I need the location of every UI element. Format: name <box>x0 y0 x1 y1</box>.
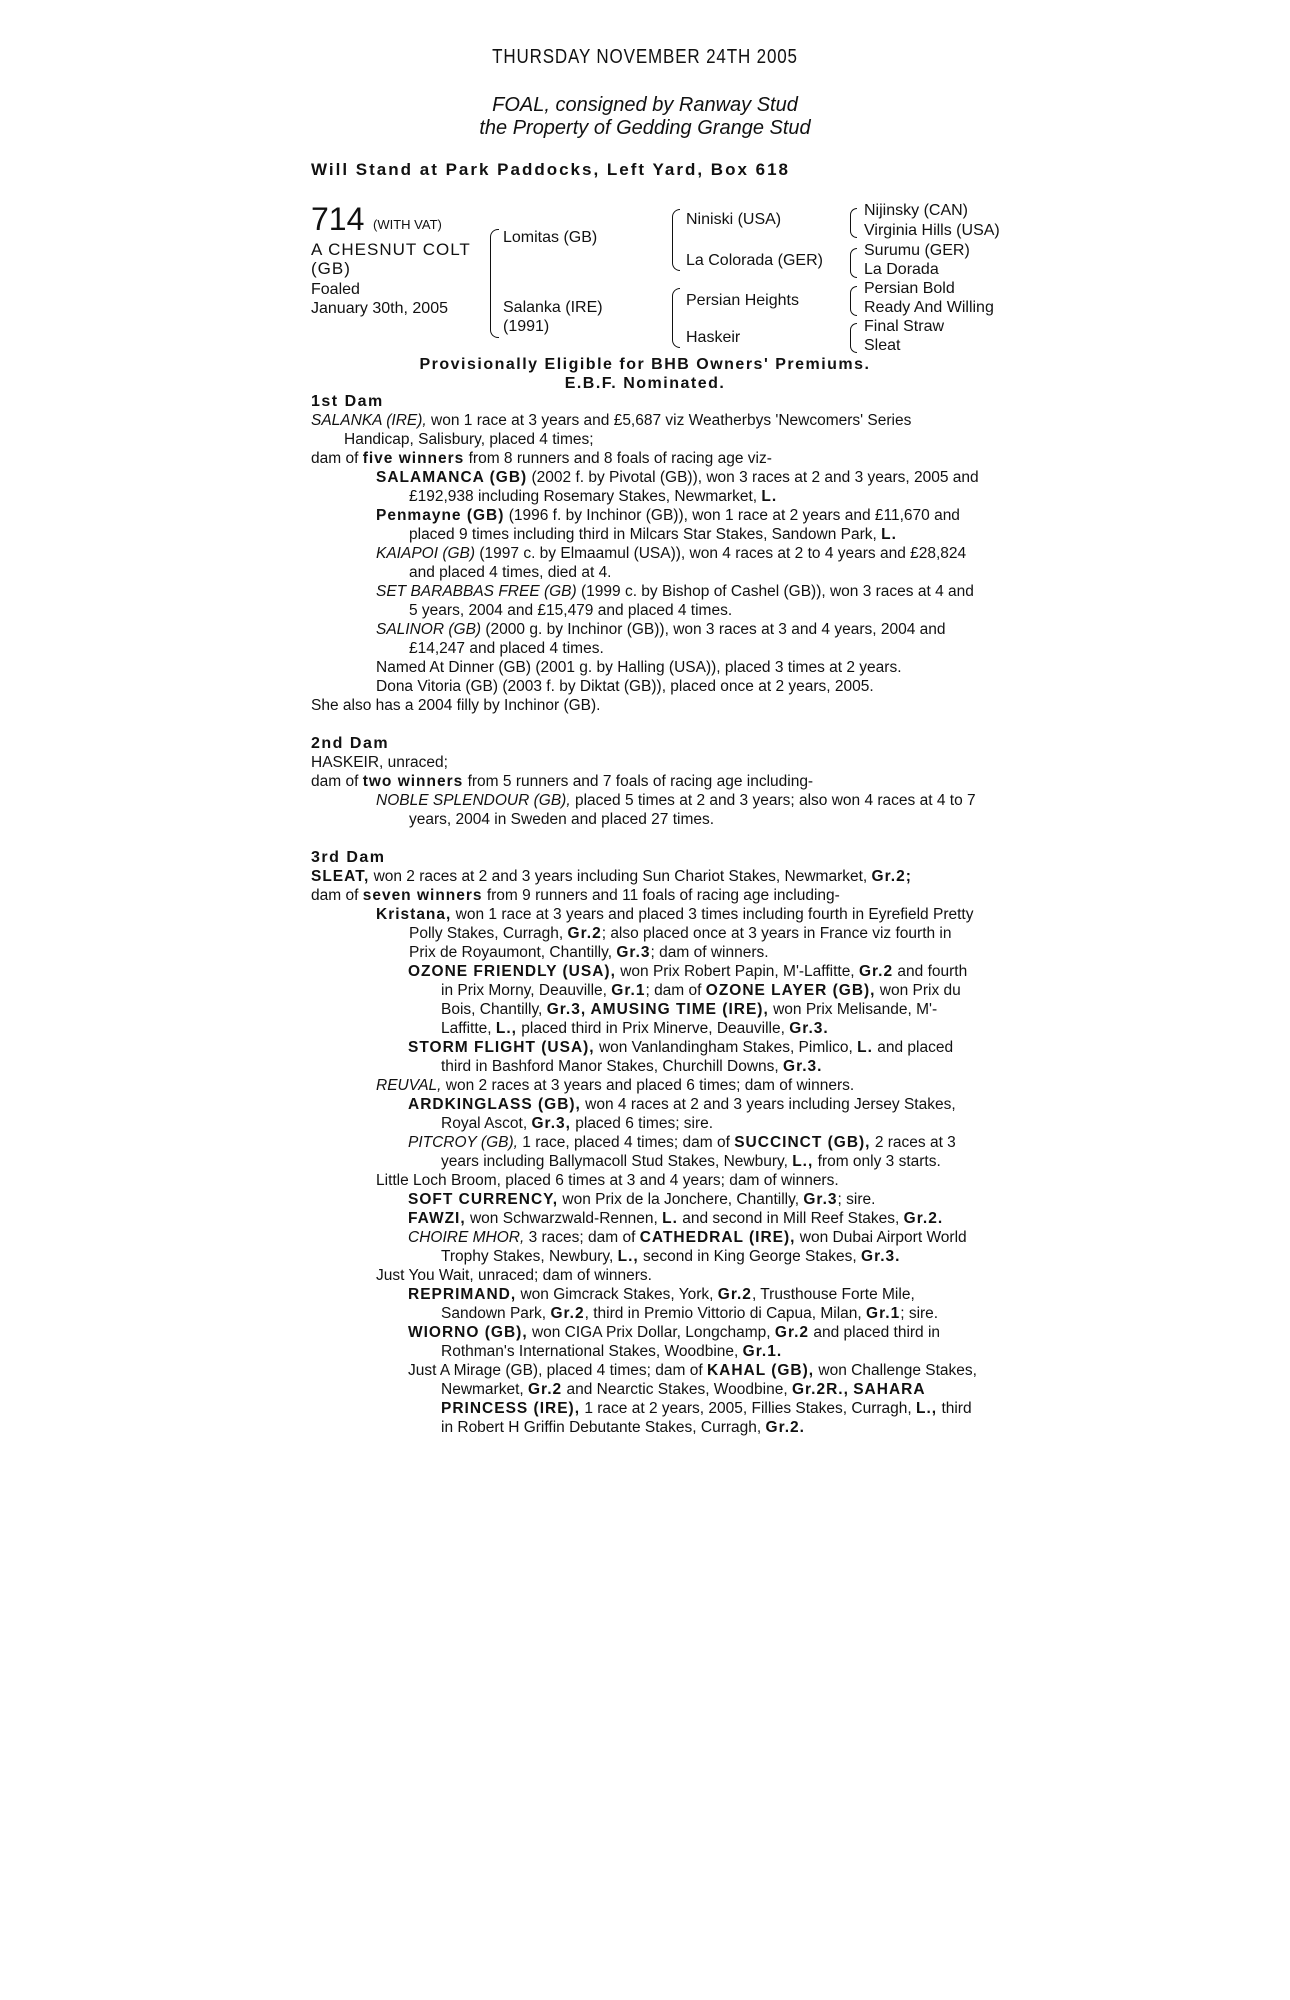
dam1-dam-of: dam of <box>311 450 359 467</box>
progeny-name: KAIAPOI (GB) <box>376 545 476 562</box>
kristana-entry <box>311 905 981 962</box>
progeny-text: won 1 race at 3 years and placed 3 times including fourth in Eyrefield Pretty Polly Stakes, Curragh, <box>409 906 974 942</box>
dam1-record <box>311 411 981 449</box>
progeny-name: AMUSING TIME (IRE), <box>590 1001 769 1018</box>
progeny-name: SALINOR (GB) <box>376 621 482 638</box>
progeny-text: ; also placed once at 3 years in France viz fourth in Prix de Royaumont, Chantilly, <box>409 925 952 961</box>
progeny-text: and second in Mill Reef Stakes, <box>682 1210 900 1227</box>
progeny-text: won Challenge Stakes, Newmarket, <box>441 1362 977 1398</box>
progeny-grade: L. <box>662 1210 678 1227</box>
pedigree-notes <box>311 392 981 1437</box>
progeny-grade: Gr.3, <box>531 1115 571 1132</box>
progeny-text: and placed third in Bashford Manor Stakes, Churchill Downs, <box>441 1039 954 1075</box>
pedigree-sire: Lomitas (GB) <box>503 229 598 246</box>
dam2-runners: from 5 runners and 7 foals of racing age including- <box>467 773 814 790</box>
progeny-text: Just A Mirage (GB), placed 4 times; dam of <box>408 1362 703 1379</box>
progeny-grade: Gr.3. <box>861 1248 901 1265</box>
progeny-grade: Gr.2 <box>858 963 894 980</box>
pedigree-brace-3 <box>672 288 680 348</box>
dam3-heading: 3rd Dam <box>311 849 386 866</box>
pedigree-dam-sire: Persian Heights <box>686 292 799 309</box>
progeny-grade: Gr.2. <box>765 1419 805 1436</box>
progeny-text: ; sire. <box>900 1305 939 1322</box>
foaled-value: January 30th, 2005 <box>311 300 448 317</box>
dam1-heading: 1st Dam <box>311 393 384 410</box>
progeny-text: placed 5 times at 2 and 3 years; also won 4 races at 4 to 7 years, 2004 in Sweden and placed 27 times. <box>409 792 976 828</box>
dam1-name: SALANKA (IRE), <box>311 412 427 429</box>
just-a-mirage-entry <box>311 1361 981 1437</box>
progeny-name: KAHAL (GB), <box>706 1362 815 1379</box>
property-line: the Property of Gedding Grange Stud <box>479 117 811 139</box>
progeny-text: 1 race at 2 years, 2005, Fillies Stakes, Curragh, <box>584 1400 912 1417</box>
progeny-grade: Gr.3 <box>803 1191 838 1208</box>
progeny-text: placed 6 times; sire. <box>575 1115 714 1132</box>
wiorno-entry <box>311 1323 981 1361</box>
just-you-wait-entry: Just You Wait, unraced; dam of winners. <box>376 1267 652 1284</box>
progeny-text: 1 race, placed 4 times; dam of <box>522 1134 730 1151</box>
progeny-text: and placed third in Rothman's International Stakes, Woodbine, <box>441 1324 941 1360</box>
reprimand-entry <box>311 1285 981 1323</box>
soft-currency-entry <box>311 1190 981 1209</box>
progeny-text: (1997 c. by Elmaamul (USA)), won 4 races at 2 to 4 years and £28,824 and placed 4 times, died at 4. <box>409 545 967 581</box>
progeny-text: 2 races at 3 years including Ballymacoll Stud Stakes, Newbury, <box>441 1134 956 1170</box>
pedigree-dam-dam: Haskeir <box>686 329 741 346</box>
progeny-name: REPRIMAND, <box>408 1286 517 1303</box>
dam3-won: won 2 races at 2 and 3 years including Sun Chariot Stakes, Newmarket, <box>373 868 868 885</box>
progeny-name: SUCCINCT (GB), <box>734 1134 871 1151</box>
progeny-text: won Vanlandingham Stakes, Pimlico, <box>598 1039 853 1056</box>
progeny-name: FAWZI, <box>408 1210 466 1227</box>
progeny-text: , third in Premio Vittorio di Capua, Milan, <box>584 1305 862 1322</box>
progeny-grade: Gr.2. <box>903 1210 944 1227</box>
pedigree-sds: Surumu (GER) <box>864 242 970 259</box>
progeny-name: SET BARABBAS FREE (GB) <box>376 583 577 600</box>
dam2-record: HASKEIR, unraced; <box>311 754 448 771</box>
progeny-text: won CIGA Prix Dollar, Longchamp, <box>531 1324 771 1341</box>
storm-flight-entry <box>311 1038 981 1076</box>
progeny-name: REUVAL, <box>376 1077 442 1094</box>
progeny-name: SAHARA PRINCESS (IRE), <box>441 1381 925 1417</box>
progeny-grade: L. <box>761 488 778 505</box>
horse-desc-line1: A CHESNUT COLT <box>311 240 471 259</box>
pedigree-ssd: Virginia Hills (USA) <box>864 222 1000 239</box>
progeny-name: SALAMANCA (GB) <box>376 469 528 486</box>
pedigree-brace-5 <box>850 248 857 278</box>
pedigree-sire-dam: La Colorada (GER) <box>686 252 823 269</box>
dam2-progeny-1 <box>311 791 981 829</box>
dam1-progeny-3 <box>311 544 981 582</box>
dam2-heading: 2nd Dam <box>311 735 390 752</box>
dam3-produce-summary <box>311 886 981 905</box>
dam1-progeny-6: Named At Dinner (GB) (2001 g. by Halling (USA)), placed 3 times at 2 years. <box>376 659 902 676</box>
pedigree-ddd: Sleat <box>864 337 901 354</box>
ardkinglass-entry <box>311 1095 981 1133</box>
progeny-text: won Prix Robert Papin, M'-Laffitte, <box>620 963 855 980</box>
progeny-name: Penmayne (GB) <box>376 507 505 524</box>
progeny-text: second in King George Stakes, <box>643 1248 857 1265</box>
pedigree-brace-7 <box>850 323 857 353</box>
sale-date: THURSDAY NOVEMBER 24TH 2005 <box>492 46 798 68</box>
horse-desc-line2: (GB) <box>311 259 351 278</box>
dam1-also: She also has a 2004 filly by Inchinor (GB). <box>311 697 601 714</box>
choire-mhor-entry <box>311 1228 981 1266</box>
progeny-name: SOFT CURRENCY, <box>408 1191 559 1208</box>
progeny-text: third in Robert H Griffin Debutante Stakes, Curragh, <box>441 1400 972 1436</box>
progeny-grade: L., <box>792 1153 814 1170</box>
progeny-grade: L., <box>916 1400 938 1417</box>
pedigree-brace-2 <box>672 209 680 271</box>
progeny-grade: Gr.2R., <box>791 1381 849 1398</box>
progeny-grade: Gr.2 <box>567 925 602 942</box>
foaled-label: Foaled <box>311 281 360 298</box>
lot-vat: (WITH VAT) <box>373 217 442 232</box>
dam1-progeny-1 <box>311 468 981 506</box>
progeny-text: won Gimcrack Stakes, York, <box>520 1286 714 1303</box>
progeny-text: (2002 f. by Pivotal (GB)), won 3 races at 2 and 3 years, 2005 and £192,938 including Rosemary Stakes, Newmarket, <box>409 469 979 505</box>
dam3-name: SLEAT, <box>311 868 370 885</box>
progeny-name: PITCROY (GB), <box>408 1134 518 1151</box>
dam3-runners: from 9 runners and 11 foals of racing age including- <box>486 887 840 904</box>
progeny-text: ; dam of <box>645 982 702 999</box>
dam2-winners: two winners <box>362 773 464 790</box>
ozone-friendly-entry <box>311 962 981 1038</box>
fawzi-entry <box>311 1209 981 1228</box>
progeny-name: NOBLE SPLENDOUR (GB), <box>376 792 571 809</box>
dam1-progeny-5 <box>311 620 981 658</box>
progeny-name: STORM FLIGHT (USA), <box>408 1039 595 1056</box>
progeny-text: placed third in Prix Minerve, Deauville, <box>521 1020 785 1037</box>
progeny-text: won Prix du Bois, Chantilly, <box>441 982 961 1018</box>
progeny-text: 3 races; dam of <box>528 1229 636 1246</box>
progeny-text: won 4 races at 2 and 3 years including Jersey Stakes, Royal Ascot, <box>441 1096 956 1132</box>
progeny-text: and Nearctic Stakes, Woodbine, <box>566 1381 788 1398</box>
dam3-dam-of: dam of <box>311 887 359 904</box>
spacer <box>311 829 981 848</box>
progeny-name: CATHEDRAL (IRE), <box>639 1229 796 1246</box>
dam3-winners: seven winners <box>362 887 483 904</box>
progeny-text: won Prix de la Jonchere, Chantilly, <box>562 1191 800 1208</box>
progeny-text: , Trusthouse Forte Mile, Sandown Park, <box>441 1286 915 1322</box>
progeny-grade: Gr.1 <box>611 982 646 999</box>
dam1-progeny-2 <box>311 506 981 544</box>
progeny-grade: Gr.2 <box>550 1305 585 1322</box>
progeny-grade: Gr.3, <box>546 1001 587 1018</box>
dam2-produce-summary <box>311 772 981 791</box>
pedigree-brace-4 <box>850 208 857 238</box>
progeny-text: (2000 g. by Inchinor (GB)), won 3 races at 3 and 4 years, 2004 and £14,247 and placed 4 times. <box>409 621 946 657</box>
consignor-line: FOAL, consigned by Ranway Stud <box>492 94 798 116</box>
progeny-grade: Gr.3. <box>783 1058 823 1075</box>
reuval-entry <box>311 1076 981 1095</box>
pedigree-sss: Nijinsky (CAN) <box>864 202 968 219</box>
progeny-grade: L., <box>495 1020 517 1037</box>
horse-description <box>311 240 471 278</box>
little-loch-broom-entry: Little Loch Broom, placed 6 times at 3 and 4 years; dam of winners. <box>376 1172 839 1189</box>
pedigree-dss: Persian Bold <box>864 280 955 297</box>
spacer <box>311 715 981 734</box>
progeny-grade: L., <box>617 1248 639 1265</box>
progeny-grade: Gr.1 <box>866 1305 901 1322</box>
stand-location: Will Stand at Park Paddocks, Left Yard, Box 618 <box>311 160 790 179</box>
progeny-grade: Gr.2 <box>528 1381 563 1398</box>
pedigree-dam: Salanka (IRE) <box>503 299 603 316</box>
dam1-progeny-7: Dona Vitoria (GB) (2003 f. by Diktat (GB)), placed once at 2 years, 2005. <box>376 678 874 695</box>
progeny-name: Kristana, <box>376 906 452 923</box>
progeny-text: won 2 races at 3 years and placed 6 times; dam of winners. <box>445 1077 855 1094</box>
progeny-grade: Gr.3. <box>789 1020 829 1037</box>
dam1-runners: from 8 runners and 8 foals of racing age viz- <box>468 450 772 467</box>
pedigree-brace-6 <box>850 286 857 316</box>
progeny-name: OZONE FRIENDLY (USA), <box>408 963 616 980</box>
progeny-grade: L. <box>857 1039 873 1056</box>
pitcroy-entry <box>311 1133 981 1171</box>
progeny-text: ; sire. <box>837 1191 876 1208</box>
progeny-text: and fourth in Prix Morny, Deauville, <box>441 963 968 999</box>
progeny-text: won Schwarzwald-Rennen, <box>469 1210 658 1227</box>
progeny-grade: Gr.3 <box>616 944 651 961</box>
progeny-grade: Gr.2 <box>717 1286 752 1303</box>
pedigree-dsd: Ready And Willing <box>864 299 994 316</box>
dam1-produce-summary <box>311 449 981 468</box>
dam3-grade: Gr.2; <box>871 868 912 885</box>
progeny-text: won Dubai Airport World Trophy Stakes, Newbury, <box>441 1229 967 1265</box>
pedigree-sire-sire: Niniski (USA) <box>686 211 782 228</box>
eligibility-line2: E.B.F. Nominated. <box>564 375 726 392</box>
progeny-text: from only 3 starts. <box>817 1153 941 1170</box>
pedigree-sdd: La Dorada <box>864 261 939 278</box>
progeny-name: ARDKINGLASS (GB), <box>408 1096 581 1113</box>
progeny-grade: L. <box>881 526 897 543</box>
dam1-progeny-4 <box>311 582 981 620</box>
progeny-text: won Prix Melisande, M'-Laffitte, <box>441 1001 938 1037</box>
progeny-name: WIORNO (GB), <box>408 1324 528 1341</box>
progeny-text: (1996 f. by Inchinor (GB)), won 1 race at 2 years and £11,670 and placed 9 times including third in Milcars Star Stakes, Sandown Park, <box>409 507 960 543</box>
foaled-date <box>311 280 448 318</box>
progeny-name: CHOIRE MHOR, <box>408 1229 525 1246</box>
pedigree-dds: Final Straw <box>864 318 945 335</box>
pedigree-brace-1 <box>490 229 499 338</box>
dam1-won: won 1 race at 3 years and £5,687 viz Weatherbys 'Newcomers' Series Handicap, Salisbury, placed 4 times; <box>344 412 912 448</box>
progeny-grade: Gr.2 <box>774 1324 810 1341</box>
dam3-record <box>311 867 981 886</box>
progeny-text: ; dam of winners. <box>650 944 769 961</box>
progeny-grade: Gr.1. <box>742 1343 783 1360</box>
dam1-winners: five winners <box>362 450 465 467</box>
eligibility-line1: Provisionally Eligible for BHB Owners' Premiums. <box>419 356 871 373</box>
progeny-name: OZONE LAYER (GB), <box>705 982 876 999</box>
lot-number: 714 <box>311 201 365 237</box>
dam2-dam-of: dam of <box>311 773 359 790</box>
pedigree-dam-year: (1991) <box>503 318 550 335</box>
progeny-text: (1999 c. by Bishop of Cashel (GB)), won 3 races at 4 and 5 years, 2004 and £15,479 and placed 4 times. <box>409 583 974 619</box>
